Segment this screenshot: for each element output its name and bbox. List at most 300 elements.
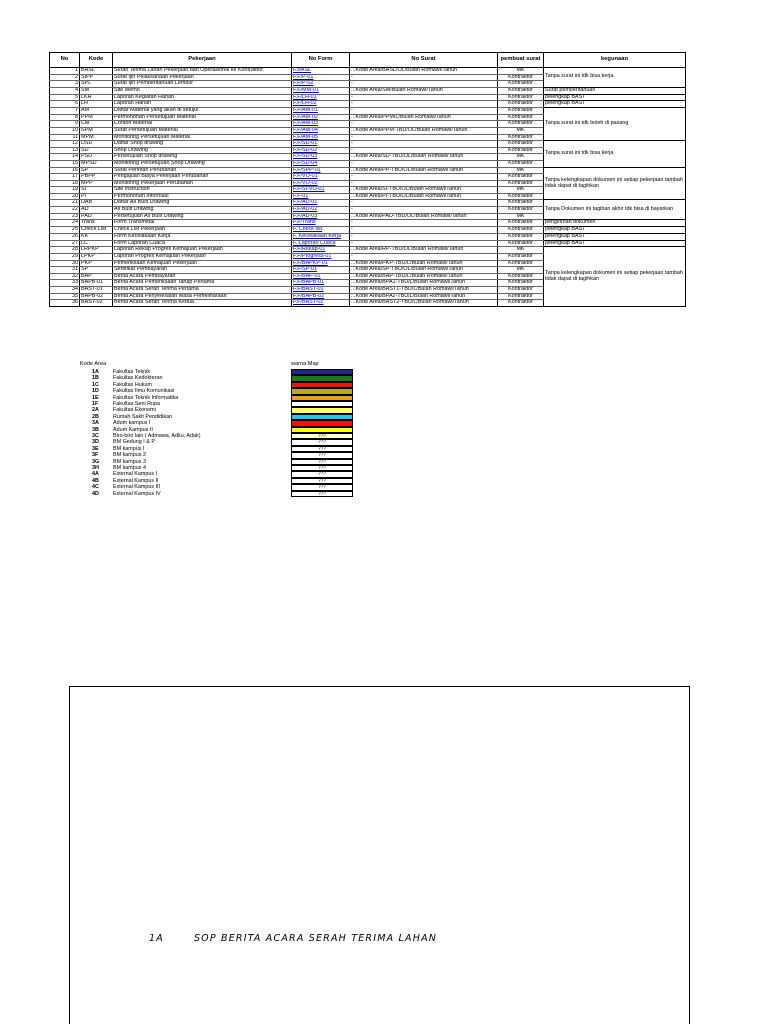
row-kode: KK	[80, 233, 113, 240]
row-pembuat-surat: Kontraktor	[498, 114, 544, 121]
row-no-form-link[interactable]: F.F/P-01	[292, 74, 350, 81]
row-number: 18	[50, 180, 80, 187]
row-no-surat: -	[350, 108, 498, 115]
row-pembuat-surat: Kontraktor	[498, 254, 544, 261]
row-kode: MPM	[80, 134, 113, 141]
form-register-table	[49, 52, 686, 307]
row-number: 5	[50, 94, 80, 101]
kode-area-name: Fakultas Teknik	[113, 369, 151, 375]
row-kegunaan: Tanpa kelengkapan dokumen ini setiap pekerjaan tambah tidak dapat di tagihkan	[544, 247, 686, 306]
row-no-form-link[interactable]: F.F/LH-02	[292, 101, 350, 108]
row-number: 30	[50, 260, 80, 267]
row-pembuat-surat: Kontraktor	[498, 300, 544, 307]
row-no-form-link[interactable]: F.F/BAPKP-01	[292, 260, 350, 267]
row-no-form-link[interactable]: F.F/SD-04	[292, 160, 350, 167]
row-pekerjaan: Site Instruction	[113, 187, 292, 194]
row-pekerjaan: Form Laporan Cuaca	[113, 240, 292, 247]
row-no-form-link[interactable]: F.F/VO-02	[292, 180, 350, 187]
row-kode: DSD	[80, 141, 113, 148]
row-number: 2	[50, 74, 80, 81]
page-edge-line	[689, 687, 698, 1024]
row-number: 29	[50, 254, 80, 261]
row-kode: PSD	[80, 154, 113, 161]
row-no-surat: ...Kode Area/BAST1-TBU/L/Bulan Romawi/Tahun	[350, 287, 498, 294]
row-pekerjaan: Surat Ijin Pelaksanaan Pekerjaan	[113, 74, 292, 81]
kode-area-name: Fakultas Seni Rupa	[113, 401, 161, 407]
row-number: 31	[50, 267, 80, 274]
row-pembuat-surat: Kontraktor	[498, 74, 544, 81]
row-kode: PPM	[80, 114, 113, 121]
kode-area-name: Fakultas Teknik Informatika	[113, 394, 179, 401]
row-pembuat-surat: MK	[498, 127, 544, 134]
row-number: 8	[50, 114, 80, 121]
row-kegunaan: pelengkap BAST	[544, 101, 686, 108]
row-pekerjaan: Permohonan Persetujuan Material	[113, 114, 292, 121]
row-no-form-link[interactable]: F.F/SD-01	[292, 141, 350, 148]
row-kegunaan: pelengkap BAST	[544, 240, 686, 247]
row-pekerjaan: Laporan Rekap Progres Kemajuan Pekerjaan	[113, 247, 292, 254]
row-number: 16	[50, 167, 80, 174]
row-no-surat: -	[350, 180, 498, 187]
table-row	[50, 87, 686, 94]
row-no-surat: ...Kode Area/PP-TBU/OL/Bulan Romawi/Tahun	[350, 167, 498, 174]
row-kode: BAST-02	[80, 300, 113, 307]
row-kode: BASL	[80, 68, 113, 75]
table-row	[50, 141, 686, 148]
row-pembuat-surat: MK	[498, 213, 544, 220]
row-no-form-link[interactable]: F.F/AD-02	[292, 207, 350, 214]
row-no-surat: -	[350, 160, 498, 167]
kode-area-code: 4C	[92, 484, 99, 491]
row-no-form-link[interactable]: F.F/BAST-01	[292, 287, 350, 294]
row-pembuat-surat: Kontraktor	[498, 180, 544, 187]
table-row	[50, 68, 686, 75]
table-row	[50, 200, 686, 207]
row-number: 11	[50, 134, 80, 141]
table-row	[50, 240, 686, 247]
row-no-surat: -	[350, 141, 498, 148]
row-no-form-link[interactable]: F.F/LH-01	[292, 94, 350, 101]
row-no-surat: ...Kode Area/SP-TBU/OL/Bulan Romawi/Tahun	[350, 267, 498, 274]
row-pekerjaan: Persetujuan Shop drawing	[113, 154, 292, 161]
row-pekerjaan: Berita Acara Penyelesaian Masa Pemeliharaan	[113, 293, 292, 300]
row-pembuat-surat: Kontraktor	[498, 147, 544, 154]
row-kegunaan: Tanpa Dokumen ini tagihan akhir tdk bisa di bayarkan	[544, 200, 686, 220]
row-no-surat: ...Kode Area/BPA1-TBU/L/Bulan Romawi/Tahun	[350, 280, 498, 287]
row-pekerjaan: Daftar Material yang akan di setujui	[113, 108, 292, 115]
kode-area-code: 1D	[92, 388, 99, 395]
row-no-surat: -	[350, 81, 498, 88]
row-pembuat-surat: Kontraktor	[498, 233, 544, 240]
row-no-surat: -	[350, 254, 498, 261]
row-pekerjaan: Site Memo	[113, 87, 292, 94]
color-swatch: ???	[291, 446, 353, 452]
row-no-surat: -	[350, 240, 498, 247]
row-no-form-link[interactable]: F.F/AD-03	[292, 213, 350, 220]
row-pekerjaan: Shop Drawing	[113, 147, 292, 154]
row-no-surat: ...Kode Area/PPM-TBU/OL/Bulan Romawi/Tahun	[350, 127, 498, 134]
kode-area-code: 3E	[92, 445, 99, 452]
color-swatch: ???	[291, 478, 353, 484]
row-kode: BAP	[80, 273, 113, 280]
row-pembuat-surat: MK	[498, 68, 544, 75]
kode-area-code: 3D	[92, 439, 99, 446]
row-pekerjaan: Berita Acara Serah Terima Kedua	[113, 300, 292, 307]
row-no-form-link[interactable]: F.F/Trans	[292, 220, 350, 227]
row-no-form-link[interactable]: F.F/BAP-01	[292, 273, 350, 280]
row-number: 1	[50, 68, 80, 75]
sop-page-preview	[69, 686, 690, 1024]
row-number: 13	[50, 147, 80, 154]
row-no-surat: ...Kode Area/PI-TBU/OL/Bulan Romawi/Tahun	[350, 193, 498, 200]
kode-area-title: Kode Area	[80, 361, 107, 367]
color-swatch: ???	[291, 471, 353, 477]
table-row	[50, 247, 686, 254]
kode-area-code: 1F	[92, 401, 99, 407]
row-no-form-link[interactable]: F.F/SP-01	[292, 267, 350, 274]
row-kode: MPSD	[80, 160, 113, 167]
column-header: Pekerjaan	[113, 53, 292, 68]
row-no-surat: ...Kode Area/BAST2-TBU/L/Bulan Romawi/Tahun	[350, 300, 498, 307]
row-no-surat: -	[350, 121, 498, 128]
kode-area-name: External Kampus I	[113, 471, 158, 478]
row-no-form-link[interactable]: F.F-01	[292, 193, 350, 200]
row-number: 33	[50, 280, 80, 287]
kode-area-code: 3B	[92, 426, 99, 433]
row-no-surat: ...Kode Area/PPM/L/Bulan Romawi/Tahun	[350, 114, 498, 121]
row-pekerjaan: Surat Perintah Perubahan	[113, 167, 292, 174]
table-row	[50, 220, 686, 227]
row-pembuat-surat: Kontraktor	[498, 94, 544, 101]
row-no-surat: -	[350, 207, 498, 214]
row-number: 26	[50, 233, 80, 240]
row-pekerjaan: Pemeriksaan Kemajuan Pekerjaan	[113, 260, 292, 267]
row-pembuat-surat: MK	[498, 247, 544, 254]
row-pembuat-surat: Kontraktor	[498, 280, 544, 287]
row-pembuat-surat: Kontraktor	[498, 193, 544, 200]
row-no-form-link[interactable]: F.F/AM-05	[292, 134, 350, 141]
table-row	[50, 227, 686, 234]
row-pekerjaan: Serah Terima Lahan Pekerjaan dan Operasional ke Kontraktor	[113, 68, 292, 75]
kode-area-name: Rumah Sakit Pendidikan	[113, 413, 173, 420]
kode-area-code: 3A	[92, 420, 99, 427]
row-pekerjaan: Form Kecelakaan Kerja	[113, 233, 292, 240]
row-no-surat: -	[350, 220, 498, 227]
table-row	[50, 94, 686, 101]
kode-area-code: 3G	[92, 458, 100, 465]
kode-area-code: 4D	[92, 490, 99, 497]
row-pembuat-surat: Kontraktor	[498, 227, 544, 234]
kode-area-name: Fakultas Ekonomi	[113, 407, 156, 414]
row-no-surat: -	[350, 94, 498, 101]
row-kode: BAPB-01	[80, 280, 113, 287]
row-no-surat: ...Kode Area/BASL/OL/Bulan Romawi/Tahun	[350, 68, 498, 75]
row-number: 20	[50, 193, 80, 200]
color-swatch: ???	[291, 459, 353, 465]
row-no-surat: -	[350, 233, 498, 240]
row-kode: LPKP	[80, 254, 113, 261]
row-no-form-link[interactable]: F.F/BAPB-01	[292, 280, 350, 287]
row-kegunaan: Surat pemberitahuan	[544, 87, 686, 94]
row-number: 21	[50, 200, 80, 207]
row-kode: SD	[80, 147, 113, 154]
row-kode: PAD	[80, 213, 113, 220]
column-header: No	[50, 53, 80, 68]
row-pembuat-surat: Kontraktor	[498, 220, 544, 227]
row-kode: PBPP	[80, 174, 113, 181]
kode-area-name: BM kampus I	[113, 445, 145, 452]
row-kegunaan: pelengkap BAST	[544, 94, 686, 101]
kode-area-name: BM kampus 4	[113, 465, 146, 471]
column-header: No Form	[292, 53, 350, 68]
row-no-form-link[interactable]: F.F/P-02	[292, 81, 350, 88]
kode-area-code: 3F	[92, 452, 99, 459]
row-pekerjaan: Monitoring Persetujuan Shop Drawing	[113, 160, 292, 167]
row-no-form-link[interactable]: F.F/AD-01	[292, 200, 350, 207]
row-kode: SPL	[80, 81, 113, 88]
row-number: 7	[50, 108, 80, 115]
table-header	[50, 53, 686, 68]
row-pembuat-surat: Kontraktor	[498, 134, 544, 141]
row-no-surat: -	[350, 174, 498, 181]
row-pekerjaan: Monitoring Persetujuan Material	[113, 134, 292, 141]
row-no-form-link[interactable]: F.F/AM-03	[292, 121, 350, 128]
color-swatch: ???	[291, 484, 353, 490]
kode-area-name: External Kampus III	[113, 484, 161, 491]
kode-area-name: Fakultas Hukum	[113, 381, 152, 388]
row-pembuat-surat: Kontraktor	[498, 141, 544, 148]
color-swatch: ???	[291, 433, 353, 439]
row-no-surat: ...Kode Area/PKP-TBU/L/Bulan Romawi/Tahun	[350, 260, 498, 267]
row-kode: PI	[80, 193, 113, 200]
row-no-form-link[interactable]: F.F/AM-04	[292, 127, 350, 134]
kode-area-name: BM kampus 3	[113, 458, 146, 465]
row-pekerjaan: Berita Acara Pembayaran	[113, 273, 292, 280]
row-pekerjaan: Contoh Material	[113, 121, 292, 128]
row-pembuat-surat: MK	[498, 154, 544, 161]
row-kode: Check List	[80, 227, 113, 234]
row-kegunaan: Tanpa surat ini tdk boleh di pasang	[544, 108, 686, 141]
row-pekerjaan: Surat Ijin Pemberitahuan Lembur	[113, 81, 292, 88]
row-kegunaan: Tanpa surat ini tdk bisa kerja	[544, 68, 686, 88]
row-kode: BAPB-02	[80, 293, 113, 300]
row-kegunaan: Tanpa surat ini tdk bisa kerja	[544, 141, 686, 167]
kode-area-code: 1C	[92, 381, 99, 388]
row-pekerjaan: Laporan Harian	[113, 101, 292, 108]
row-no-form-link[interactable]: F.F/SPP-01	[292, 167, 350, 174]
row-kode: LC	[80, 240, 113, 247]
color-map-title: warna Map	[291, 361, 319, 367]
row-no-form-link[interactable]: F.F/Progress-01	[292, 254, 350, 261]
row-no-form-link[interactable]: F.F/BAST-02	[292, 300, 350, 307]
row-pekerjaan: Laporan Kegiatan Harian	[113, 94, 292, 101]
row-pembuat-surat: Kontraktor	[498, 273, 544, 280]
kode-area-item	[80, 491, 360, 497]
row-number: 14	[50, 154, 80, 161]
row-kode: SP	[80, 267, 113, 274]
row-no-form-link[interactable]: F.BASL	[292, 68, 350, 75]
kode-area-name: External Kampus IV	[113, 490, 161, 497]
row-number: 6	[50, 101, 80, 108]
row-pembuat-surat: Kontraktor	[498, 87, 544, 94]
kode-area-code: 2A	[92, 407, 99, 414]
row-number: 22	[50, 207, 80, 214]
color-swatch: ???	[291, 465, 353, 471]
kode-area-name: Fakultas Kedokteran	[113, 375, 163, 382]
row-no-surat: ...Kode Area/SD-TBU/OL/Bulan Romawi/Tahun	[350, 154, 498, 161]
row-pekerjaan: Sertifikat Pembayaran	[113, 267, 292, 274]
row-pembuat-surat: MK	[498, 267, 544, 274]
row-pembuat-surat: Kontraktor	[498, 287, 544, 294]
kode-area-code: 1A	[92, 369, 99, 375]
row-number: 12	[50, 141, 80, 148]
kode-area-name: Adum kampus I	[113, 420, 151, 427]
row-pembuat-surat: Kontraktor	[498, 293, 544, 300]
row-pekerjaan: Monitoring Pekerjaan Perubahan	[113, 180, 292, 187]
row-kode: CM	[80, 121, 113, 128]
kode-area-code: 1B	[92, 375, 99, 382]
row-no-surat: -	[350, 101, 498, 108]
row-no-form-link[interactable]: F.F/BAPB-02	[292, 293, 350, 300]
column-header: No Surat	[350, 53, 498, 68]
kode-area-code: 1E	[92, 394, 99, 401]
row-no-surat: -	[350, 134, 498, 141]
row-pekerjaan: Daftar As Built Drawing	[113, 200, 292, 207]
row-number: 9	[50, 121, 80, 128]
kode-area-name: BM Gedung I & P	[113, 439, 155, 446]
row-pembuat-surat: Kontraktor	[498, 108, 544, 115]
kode-area-name: BM kampus 2	[113, 452, 146, 459]
row-no-surat: -	[350, 147, 498, 154]
row-no-surat: ...Kode Area/SM/Bulan Romawi/Tahun	[350, 87, 498, 94]
row-number: 35	[50, 293, 80, 300]
table-body	[50, 68, 686, 307]
row-kegunaan: pelengkap BAST	[544, 233, 686, 240]
row-no-surat: ...Kode Area/SI-TBU/OL/Bulan Romawi/Tahun	[350, 187, 498, 194]
row-pembuat-surat: Kontraktor	[498, 260, 544, 267]
color-swatch: ???	[291, 491, 353, 497]
row-number: 23	[50, 213, 80, 220]
row-pekerjaan: Daftar Shop drawing	[113, 141, 292, 148]
row-pekerjaan: Check List Pekerjaan	[113, 227, 292, 234]
row-no-form-link[interactable]: F.F/SI-VO-01	[292, 187, 350, 194]
row-pembuat-surat: Kontraktor	[498, 200, 544, 207]
column-header: Kode	[80, 53, 113, 68]
row-no-surat: -	[350, 200, 498, 207]
row-number: 25	[50, 227, 80, 234]
row-number: 19	[50, 187, 80, 194]
row-kode: LKH	[80, 94, 113, 101]
row-no-form-link[interactable]: F. Laporan Cuaca	[292, 240, 350, 247]
row-kegunaan: pengiriman dokumen	[544, 220, 686, 227]
row-pembuat-surat: Kontraktor	[498, 160, 544, 167]
row-kode: AD	[80, 207, 113, 214]
row-pekerjaan: As Built Drawing	[113, 207, 292, 214]
row-kode: SIPP	[80, 74, 113, 81]
row-kegunaan: Tanpa kelengkapan dokumen ini setiap pekerjaan tambah tidak dapat di tagihkan	[544, 167, 686, 200]
row-kode: AM	[80, 108, 113, 115]
row-pembuat-surat: Kontraktor	[498, 240, 544, 247]
row-number: 36	[50, 300, 80, 307]
row-pembuat-surat: Kontraktor	[498, 174, 544, 181]
row-pekerjaan: Berita Acara Serah Terima Pertama	[113, 287, 292, 294]
row-pekerjaan: Surat Persetujuan Material	[113, 127, 292, 134]
row-number: 3	[50, 81, 80, 88]
column-header: kegunaan	[544, 53, 686, 68]
row-pembuat-surat: Kontraktor	[498, 81, 544, 88]
row-number: 24	[50, 220, 80, 227]
row-pembuat-surat: Kontraktor	[498, 121, 544, 128]
row-number: 10	[50, 127, 80, 134]
table-row	[50, 233, 686, 240]
row-kode: SPM	[80, 127, 113, 134]
column-header: pembuat surat	[498, 53, 544, 68]
row-no-form-link[interactable]: F.F/AM-01	[292, 108, 350, 115]
kode-area-legend	[80, 361, 360, 526]
row-no-form-link[interactable]: F. Kecelakaan Kerja	[292, 233, 350, 240]
row-no-form-link[interactable]: F.F/MM-01	[292, 87, 350, 94]
row-no-form-link[interactable]: F.F/VO-01	[292, 174, 350, 181]
kode-area-code: 3H	[92, 465, 99, 471]
row-kegunaan: pelengkap BAST	[544, 227, 686, 234]
row-no-form-link[interactable]: F.F/AM-02	[292, 114, 350, 121]
row-no-form-link[interactable]: F.F/SD-02	[292, 147, 350, 154]
row-pembuat-surat: MK	[498, 187, 544, 194]
row-no-surat: -	[350, 227, 498, 234]
row-kode: BAST-01	[80, 287, 113, 294]
row-no-form-link[interactable]: F.F/SD-03	[292, 154, 350, 161]
sop-area-code: 1A	[149, 933, 164, 944]
kode-area-code: 4A	[92, 471, 99, 478]
row-no-surat: ...Kode Area/BAP-TBU/L/Bulan Romawi/Tahun	[350, 273, 498, 280]
row-no-form-link[interactable]: F. Check list	[292, 227, 350, 234]
row-pekerjaan: Permohonan Informasi	[113, 193, 292, 200]
row-pekerjaan: Persetujuan As Built Drawing	[113, 213, 292, 220]
row-kode: DAB	[80, 200, 113, 207]
color-swatch: ???	[291, 439, 353, 445]
row-pekerjaan: Laporan Progres Kemajuan Pekerjaan	[113, 254, 292, 261]
kode-area-code: 3C	[92, 433, 99, 439]
sop-title	[149, 933, 437, 944]
row-number: 34	[50, 287, 80, 294]
kode-area-code: 2B	[92, 413, 99, 420]
row-number: 32	[50, 273, 80, 280]
row-pekerjaan: Berita Acara Pemeriksaan Tahap Pertama	[113, 280, 292, 287]
row-pembuat-surat: MK	[498, 167, 544, 174]
kode-area-name: Fakultas Ilmu Komunikasi	[113, 388, 175, 395]
row-no-surat: ...Kode Area/PAD-TBU/OL/Bulan Romawi/Tahun	[350, 213, 498, 220]
sop-title-text: SOP BERITA ACARA SERAH TERIMA LAHAN	[193, 933, 438, 944]
kode-area-name: External Kampus II	[113, 477, 159, 484]
row-number: 4	[50, 87, 80, 94]
row-pembuat-surat: Kontraktor	[498, 207, 544, 214]
row-pekerjaan: Form Transmittal	[113, 220, 292, 227]
row-kode: SI	[80, 187, 113, 194]
row-kode: Trans	[80, 220, 113, 227]
row-number: 15	[50, 160, 80, 167]
kode-area-code: 4B	[92, 477, 99, 484]
row-number: 27	[50, 240, 80, 247]
row-no-surat: -	[350, 74, 498, 81]
row-no-form-link[interactable]: F.F/Rekap-01	[292, 247, 350, 254]
row-kode: MPP	[80, 180, 113, 187]
row-kode: SM	[80, 87, 113, 94]
row-kode: PKP	[80, 260, 113, 267]
row-number: 28	[50, 247, 80, 254]
row-pekerjaan: Pengajuan Biaya Pekerjaan Perubahan	[113, 174, 292, 181]
table-row	[50, 101, 686, 108]
table-row	[50, 167, 686, 174]
